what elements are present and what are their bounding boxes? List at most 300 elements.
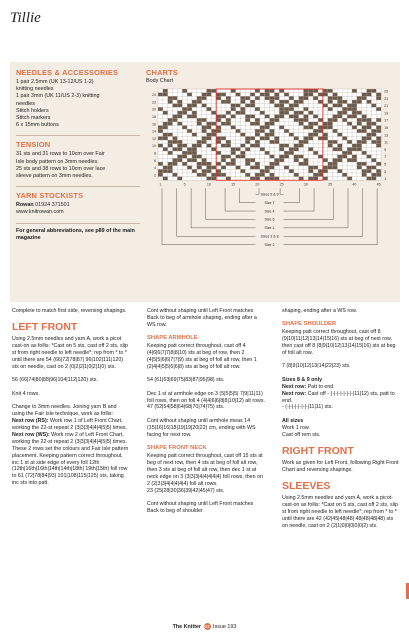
chart-cell — [342, 118, 347, 122]
chart-cell — [313, 129, 318, 133]
chart-cell — [192, 133, 197, 137]
chart-cell — [231, 107, 236, 111]
chart-cell — [362, 173, 367, 177]
size-label: Size 7 — [264, 200, 275, 205]
chart-cell — [289, 115, 294, 119]
chart-cell — [226, 118, 231, 122]
chart-cell — [352, 104, 357, 108]
chart-cell — [168, 140, 173, 144]
chart-cell — [318, 93, 323, 97]
chart-cell — [197, 96, 202, 100]
chart-cell — [318, 100, 323, 104]
row-number-left: 16 — [152, 122, 156, 127]
chart-cell — [274, 177, 279, 181]
chart-cell — [226, 140, 231, 144]
chart-cell — [211, 177, 216, 181]
chart-cell — [304, 89, 309, 93]
chart-cell — [333, 158, 338, 162]
chart-cell — [177, 147, 182, 151]
chart-cell — [250, 93, 255, 97]
chart-cell — [313, 96, 318, 100]
chart-cell — [240, 133, 245, 137]
chart-cell — [299, 111, 304, 115]
chart-cell — [279, 107, 284, 111]
stitch-number: 30 — [303, 182, 308, 187]
chart-cell — [304, 158, 309, 162]
chart-cell — [163, 126, 168, 130]
all-sizes-label: All sizes — [282, 417, 304, 424]
yarn-section — [16, 191, 140, 216]
paragraph: 56 (66|74|80|88|96|104|112|120) sts. — [12, 377, 98, 384]
paragraph: Knit 4 rows. — [12, 390, 40, 397]
chart-cell — [177, 104, 182, 108]
chart-cell — [308, 89, 313, 93]
stitch-number: 25 — [279, 182, 284, 187]
chart-cell — [182, 107, 187, 111]
row-number-right: 17 — [384, 118, 389, 123]
chart-cell — [197, 100, 202, 104]
chart-cell — [226, 155, 231, 159]
chart-cell — [202, 173, 207, 177]
row-label: Next row: — [282, 383, 307, 390]
chart-cell — [357, 147, 362, 151]
chart-cell — [289, 169, 294, 173]
chart-cell — [231, 115, 236, 119]
chart-cell — [158, 129, 163, 133]
chart-cell — [250, 115, 255, 119]
chart-cell — [333, 104, 338, 108]
chart-cell — [192, 158, 197, 162]
chart-cell — [163, 147, 168, 151]
chart-cell — [265, 133, 270, 137]
chart-cell — [279, 104, 284, 108]
chart-cell — [357, 111, 362, 115]
chart-cell — [168, 100, 173, 104]
chart-cell — [245, 173, 250, 177]
paragraph: 54 (61|63|69|75|83|87|95|98) sts. — [147, 377, 225, 384]
tension-line: sleeve pattern on 3mm needles. — [16, 173, 93, 180]
chart-cell — [236, 155, 241, 159]
chart-cell — [333, 115, 338, 119]
chart-cell — [168, 166, 173, 170]
chart-cell — [177, 100, 182, 104]
row-number-left: 12 — [152, 136, 156, 141]
chart-cell — [255, 96, 260, 100]
shape-front-neck-heading: SHAPE FRONT NECK — [147, 445, 207, 452]
chart-cell — [265, 166, 270, 170]
chart-cell — [376, 136, 381, 140]
chart-cell — [299, 122, 304, 126]
chart-cell — [284, 93, 289, 97]
chart-cell — [270, 96, 275, 100]
chart-cell — [294, 144, 299, 148]
chart-cell — [192, 151, 197, 155]
charts-section — [146, 68, 396, 298]
size-label: Size 4 — [264, 209, 275, 214]
chart-cell — [265, 169, 270, 173]
chart-cell — [323, 136, 328, 140]
chart-cell — [328, 140, 333, 144]
chart-cell — [352, 158, 357, 162]
stitch-number: 35 — [328, 182, 333, 187]
row-number-right: 21 — [384, 104, 389, 109]
needles-line: 1 pair 2.5mm (UK 13-12/US 1-2) — [16, 79, 94, 85]
chart-cell — [304, 115, 309, 119]
row-number-right: 13 — [384, 133, 389, 138]
stitch-number: 1 — [159, 182, 162, 187]
chart-cell — [270, 129, 275, 133]
chart-cell — [231, 151, 236, 155]
needles-line: needles — [16, 100, 35, 107]
chart-cell — [367, 118, 372, 122]
chart-cell — [163, 169, 168, 173]
chart-cell — [318, 155, 323, 159]
chart-cell — [270, 118, 275, 122]
chart-cell — [250, 136, 255, 140]
size-label: Sizes 5 & 9 — [260, 192, 279, 197]
paragraph: Complete to match first side, reversing shapings. — [12, 308, 127, 314]
chart-cell — [182, 126, 187, 130]
chart-cell — [347, 104, 352, 108]
chart-cell — [192, 169, 197, 173]
chart-cell — [192, 100, 197, 104]
needles-line: Stitch holders — [16, 107, 49, 114]
chart-cell — [362, 93, 367, 97]
chart-cell — [240, 107, 245, 111]
chart-cell — [274, 93, 279, 97]
row-number-left: 4 — [154, 166, 156, 171]
chart-cell — [231, 126, 236, 130]
chart-cell — [211, 133, 216, 137]
paragraph: Work as given for Left Front, following Right Front Chart and reversing shapings. — [282, 460, 399, 473]
chart-cell — [216, 93, 221, 97]
chart-cell — [173, 173, 178, 177]
chart-cell — [245, 140, 250, 144]
row-number-left: 10 — [152, 144, 156, 149]
chart-cell — [250, 158, 255, 162]
chart-cell — [323, 89, 328, 93]
chart-cell — [274, 162, 279, 166]
chart-cell — [187, 147, 192, 151]
chart-cell — [250, 122, 255, 126]
chart-cell — [260, 93, 265, 97]
chart-cell — [328, 126, 333, 130]
page-footer — [0, 623, 409, 630]
chart-cell — [294, 155, 299, 159]
row-number-right: 11 — [384, 140, 388, 145]
chart-cell — [284, 155, 289, 159]
row-number-left: 22 — [152, 100, 156, 105]
chart-cell — [362, 136, 367, 140]
chart-cell — [207, 162, 212, 166]
chart-cell — [342, 173, 347, 177]
chart-cell — [337, 155, 342, 159]
abbrev-note: For general abbreviations, see p89 of the main magazine — [16, 227, 135, 241]
stitch-number: 40 — [352, 182, 357, 187]
chart-cell — [289, 151, 294, 155]
chart-cell — [294, 100, 299, 104]
chart-cell — [177, 140, 182, 144]
stockist-web[interactable]: www.knitrowan.com — [16, 209, 64, 216]
page-title: Tillie — [10, 10, 41, 26]
chart-cell — [202, 158, 207, 162]
chart-cell — [265, 93, 270, 97]
chart-cell — [294, 136, 299, 140]
chart-cell — [226, 144, 231, 148]
chart-cell — [240, 96, 245, 100]
chart-cell — [226, 177, 231, 181]
chart-cell — [265, 151, 270, 155]
chart-cell — [328, 144, 333, 148]
chart-cell — [376, 96, 381, 100]
chart-cell — [347, 122, 352, 126]
chart-cell — [294, 147, 299, 151]
chart-cell — [168, 122, 173, 126]
paragraph: Change to 3mm needles. Joining yarn B and using the Fair Isle technique, work as follis: — [12, 404, 117, 418]
chart-cell — [163, 177, 168, 181]
chart-cell — [216, 169, 221, 173]
chart-cell — [367, 155, 372, 159]
row-label: Next row (RS): — [12, 418, 49, 425]
row-number-left: 20 — [152, 107, 156, 112]
chart-cell — [376, 162, 381, 166]
chart-cell — [352, 155, 357, 159]
chart-cell — [197, 155, 202, 159]
chart-cell — [342, 151, 347, 155]
paragraph: Keeping patt correct throughout, cast off 15 sts at beg of next row, then 4 sts at beg of foll alt row, then 3 sts at beg of foll alt row, then dec 1 st at neck edge on 3 (3|3|3|4|4|4|4|4) foll rows, then on 2 (2|3|3|4|4|4|4|4) foll alt rows. — [147, 453, 263, 487]
needles-line: 6 x 15mm buttons — [16, 122, 59, 129]
chart-cell — [299, 177, 304, 181]
paragraph: Cont without shaping until Left Front matches Back to beg of shoulder — [147, 500, 254, 514]
chart-cell — [163, 133, 168, 137]
chart-cell — [245, 136, 250, 140]
chart-cell — [274, 104, 279, 108]
chart-cell — [347, 115, 352, 119]
chart-cell — [371, 177, 376, 181]
paragraph: Work 1 row. — [282, 424, 310, 431]
row-label: Next row (WS): — [12, 431, 50, 438]
chart-cell — [240, 151, 245, 155]
chart-cell — [207, 166, 212, 170]
stitch-number: 10 — [206, 182, 211, 187]
needles-line: Stitch markers — [16, 115, 51, 122]
chart-cell — [221, 115, 226, 119]
chart-cell — [323, 169, 328, 173]
paragraph: These 2 rows set the colours and Fair Isle pattern placement. Keeping pattern correct throughout, inc 1 st at side edge of every foll 12th (12th|16th|16th|14th|14th|18th| 19th|15th) foll row to 61 (72|78|84|93| 101|108|115|125) sts, taking inc sts into patt. — [12, 445, 129, 487]
chart-cell — [173, 118, 178, 122]
right-front-heading: RIGHT FRONT — [282, 445, 354, 458]
chart-cell — [202, 96, 207, 100]
stitch-number: 45 — [376, 182, 381, 187]
chart-cell — [260, 126, 265, 130]
chart-cell — [342, 107, 347, 111]
chart-cell — [231, 158, 236, 162]
row-number-left: 14 — [152, 129, 156, 134]
chart-cell — [376, 144, 381, 148]
chart-cell — [308, 166, 313, 170]
chart-cell — [342, 136, 347, 140]
chart-cell — [357, 162, 362, 166]
chart-cell — [192, 115, 197, 119]
chart-cell — [371, 140, 376, 144]
chart-cell — [357, 96, 362, 100]
chart-cell — [202, 118, 207, 122]
chart-cell — [216, 129, 221, 133]
chart-cell — [207, 133, 212, 137]
chart-cell — [221, 155, 226, 159]
chart-cell — [371, 166, 376, 170]
chart-cell — [352, 115, 357, 119]
chart-cell — [371, 173, 376, 177]
chart-cell — [255, 107, 260, 111]
chart-cell — [352, 147, 357, 151]
chart-cell — [270, 140, 275, 144]
chart-cell — [187, 166, 192, 170]
chart-cell — [240, 155, 245, 159]
tension-heading: TENSION — [16, 140, 51, 150]
chart-cell — [308, 93, 313, 97]
chart-cell — [333, 129, 338, 133]
chart-cell — [362, 126, 367, 130]
chart-cell — [318, 169, 323, 173]
chart-cell — [187, 129, 192, 133]
row-number-right: 25 — [384, 89, 389, 94]
row-number-right: 19 — [384, 111, 389, 116]
chart-cell — [173, 115, 178, 119]
chart-cell — [284, 111, 289, 115]
chart-cell — [352, 144, 357, 148]
chart-cell — [328, 162, 333, 166]
chart-cell — [187, 151, 192, 155]
chart-cell — [279, 115, 284, 119]
needles-line: knitting needles — [16, 86, 54, 93]
chart-cell — [255, 118, 260, 122]
chart-cell — [197, 118, 202, 122]
chart-cell — [274, 158, 279, 162]
chart-cell — [333, 162, 338, 166]
chart-cell — [197, 166, 202, 170]
row-number-right: 9 — [384, 147, 387, 152]
chart-cell — [289, 96, 294, 100]
row-number-left: 6 — [154, 158, 156, 163]
chart-cell — [216, 151, 221, 155]
chart-cell — [337, 169, 342, 173]
chart-cell — [284, 129, 289, 133]
paragraph: Cast off rem sts. — [282, 431, 321, 438]
paragraph: Keeping patt correct throughout, cast off 4 (4|6|6|7|7|8|8|10) sts at beg of row, then 2 (4|5|5|6|6|7|7|9) sts at beg of foll alt row, then 1 (2|4|4|5|5|6|6|8) sts at beg of foll alt row. — [147, 343, 257, 370]
chart-cell — [163, 93, 168, 97]
chart-cell — [357, 129, 362, 133]
chart-cell — [357, 100, 362, 104]
chart-cell — [221, 173, 226, 177]
chart-cell — [347, 151, 352, 155]
size-label: Size 1 — [264, 226, 275, 231]
chart-cell — [304, 107, 309, 111]
chart-cell — [333, 140, 338, 144]
chart-cell — [250, 177, 255, 181]
chart-cell — [182, 155, 187, 159]
chart-cell — [158, 169, 163, 173]
paragraph: shaping, ending after a WS row. — [282, 308, 358, 314]
chart-cell — [207, 126, 212, 130]
chart-cell — [337, 100, 342, 104]
chart-cell — [376, 129, 381, 133]
chart-cell — [226, 96, 231, 100]
chart-cell — [240, 169, 245, 173]
chart-cell — [279, 89, 284, 93]
chart-cell — [342, 155, 347, 159]
chart-cell — [173, 104, 178, 108]
chart-cell — [250, 166, 255, 170]
chart-cell — [313, 89, 318, 93]
chart-cell — [255, 173, 260, 177]
tension-line: 25 sts and 38 rows to 10cm over lace — [16, 165, 106, 172]
chart-cell — [260, 173, 265, 177]
chart-cell — [245, 96, 250, 100]
chart-cell — [216, 118, 221, 122]
chart-cell — [376, 173, 381, 177]
chart-cell — [226, 162, 231, 166]
chart-cell — [211, 173, 216, 177]
chart-cell — [323, 93, 328, 97]
chart-cell — [362, 118, 367, 122]
chart-cell — [362, 140, 367, 144]
chart-cell — [274, 136, 279, 140]
chart-cell — [299, 144, 304, 148]
stitch-number: 15 — [231, 182, 236, 187]
chart-cell — [313, 151, 318, 155]
chart-cell — [284, 144, 289, 148]
chart-cell — [279, 155, 284, 159]
paragraph: 7 (8|9|10|12|13|14|22|23) sts. — [282, 363, 351, 370]
row-number-right: 15 — [384, 125, 389, 130]
chart-cell — [299, 140, 304, 144]
chart-cell — [236, 147, 241, 151]
chart-cell — [328, 100, 333, 104]
row-text: Cast off - (-|-|-|-|-|-|-|11|12) sts, patt to end. — [282, 390, 395, 404]
chart-cell — [352, 100, 357, 104]
paragraph: 23 (25|28|30|36|39|42|45|47) sts. — [147, 487, 225, 494]
chart-cell — [352, 107, 357, 111]
chart-cell — [279, 126, 284, 130]
chart-cell — [177, 122, 182, 126]
row-number-left: 8 — [154, 151, 156, 156]
row-text: Work row 2 of Left Front Chart, working the 22-st repeat 2 (3|3|3|4|4|4|5|5) times. — [12, 431, 128, 445]
chart-cell — [362, 115, 367, 119]
chart-cell — [207, 122, 212, 126]
row-number-left: 18 — [152, 115, 156, 119]
chart-cell — [294, 158, 299, 162]
chart-cell — [352, 126, 357, 130]
chart-cell — [173, 162, 178, 166]
chart-cell — [304, 118, 309, 122]
chart-cell — [197, 162, 202, 166]
stockist-name: Rowan — [16, 202, 34, 209]
chart-cell — [367, 133, 372, 137]
chart-cell — [197, 173, 202, 177]
chart-cell — [231, 162, 236, 166]
chart-cell — [197, 144, 202, 148]
chart-cell — [192, 111, 197, 115]
chart-cell — [236, 104, 241, 108]
chart-cell — [207, 144, 212, 148]
instruction-row — [282, 391, 400, 405]
chart-cell — [187, 104, 192, 108]
chart-cell — [337, 111, 342, 115]
chart-cell — [347, 147, 352, 151]
sizes-label: Sizes 8 & 9 only — [282, 376, 323, 383]
chart-cell — [240, 144, 245, 148]
